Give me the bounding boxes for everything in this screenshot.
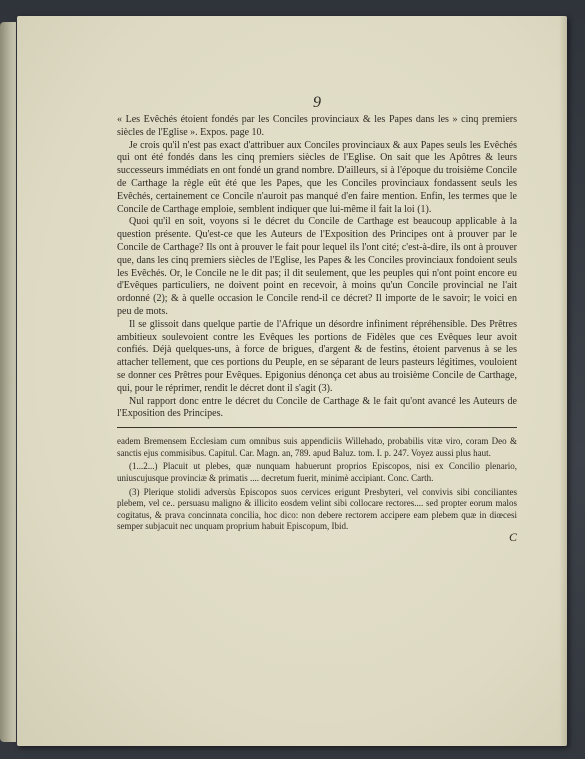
paragraph-body: Nul rapport donc entre le décret du Concile de Carthage & le fait qu'ont avancé les Auteurs de l'Exposition des Principes. [117, 395, 517, 420]
facing-page-edge [0, 22, 16, 742]
paragraph-body: Je crois qu'il n'est pas exact d'attribuer aux Conciles provinciaux & aux Papes seuls les Evêchés qui ont été fondés dans les cinq premiers siècles de l'Eglise. On sait que les Apôtres & leurs successeurs immédiats en ont fondé un grand nombre. D'ailleurs, si à l'époque du troisième Concile de Carthage la règle eût été que les Papes, que les Conciles provinciaux fondassent seuls les Evêchés, certainement ce Concile n'auroit pas manqué d'en faire mention. Enfin, les termes que le Concile de Carthage emploie, semblent indiquer que lui-même il fait la loi (1). [117, 139, 517, 215]
page-content [117, 94, 517, 543]
paragraph-body: Il se glissoit dans quelque partie de l'Afrique un désordre infiniment répréhensible. Des Prêtres ambitieux soulevoient contre les Evêques les portions de Fidèles que ces Evêques leur avoit confiés. Déjà quelques-uns, à force de brigues, d'argent & de festins, étoient parvenus à se les attacher tellement, que ces portions du Peuple, en se séparant de leurs pasteurs légitimes, vouloient se donner ces Prêtres pour Evêques. Epigonius dénonça cet abus au troisième Concile de Carthage, qui, pour le réprimer, rendit le décret dont il s'agit (3). [117, 318, 517, 394]
footnote: (1...2...) Placuit ut plebes, quæ nunquam habuerunt proprios Episcopos, nisi ex Concilio plenario, uniuscujusque provinciæ & primatis .... decretum fuerit, minimè accipiant. Conc. Carth. [117, 461, 517, 483]
paragraph-body: Quoi qu'il en soit, voyons si le décret du Concile de Carthage est beaucoup applicable à la question présente. Qu'est-ce que les Auteurs de l'Exposition des Principes ont à prouver par le Concile de Carthage? Ils ont à prouver le fait pour lequel ils l'ont cité; c'est-à-dire, ils ont à prouver que, dans les cinq premiers siècles de l'Eglise, les Papes & les Conciles provinciaux fondoient seuls les Evêchés. Or, le Concile ne le dit pas; il dit seulement, que les peuples qui n'ont point encore eu d'Evêques particuliers, ne doivent point en recevoir, à moins qu'un Concile provincial ne l'ait ordonné (2); & à quelle occasion le Concile rend-il ce décret? Il importe de le savoir; le voici en peu de mots. [117, 216, 517, 317]
paragraph-quote: « Les Evêchés étoient fondés par les Conciles provinciaux & les Papes dans les » cinq premiers siècles de l'Eglise ». Expos. page 10. [117, 114, 517, 138]
footnote-divider [117, 427, 517, 428]
page-edge-shadow [559, 16, 567, 746]
page-number: 9 [313, 94, 321, 111]
book-page [17, 16, 567, 746]
footnote: eadem Bremensem Ecclesiam cum omnibus suis appendiciis Willehado, probabilis vitæ viro, coram Deo & sanctis ejus commisibus. Capitul. Car. Magn. an, 789. apud Baluz. tom. I. p. 247. Voyez aussi plus haut. [117, 436, 517, 458]
footnote: (3) Plerique stolidi adversùs Episcopos suos cervices erigunt Presbyteri, vel convivis sibi conciliantes plebem, vel ce.. persuasu maligno & illicito eosdem velint sibi collocare rectores.... sed propter eorum malos cogitatus, & prava concinnata concilia, hoc dico: non debere rectorem accipere eam plebem quæ in diœcesi semper subjacuit nec unquam proprium habuit Episcopum, Ibid. [117, 486, 517, 532]
signature-mark: C [508, 529, 517, 544]
